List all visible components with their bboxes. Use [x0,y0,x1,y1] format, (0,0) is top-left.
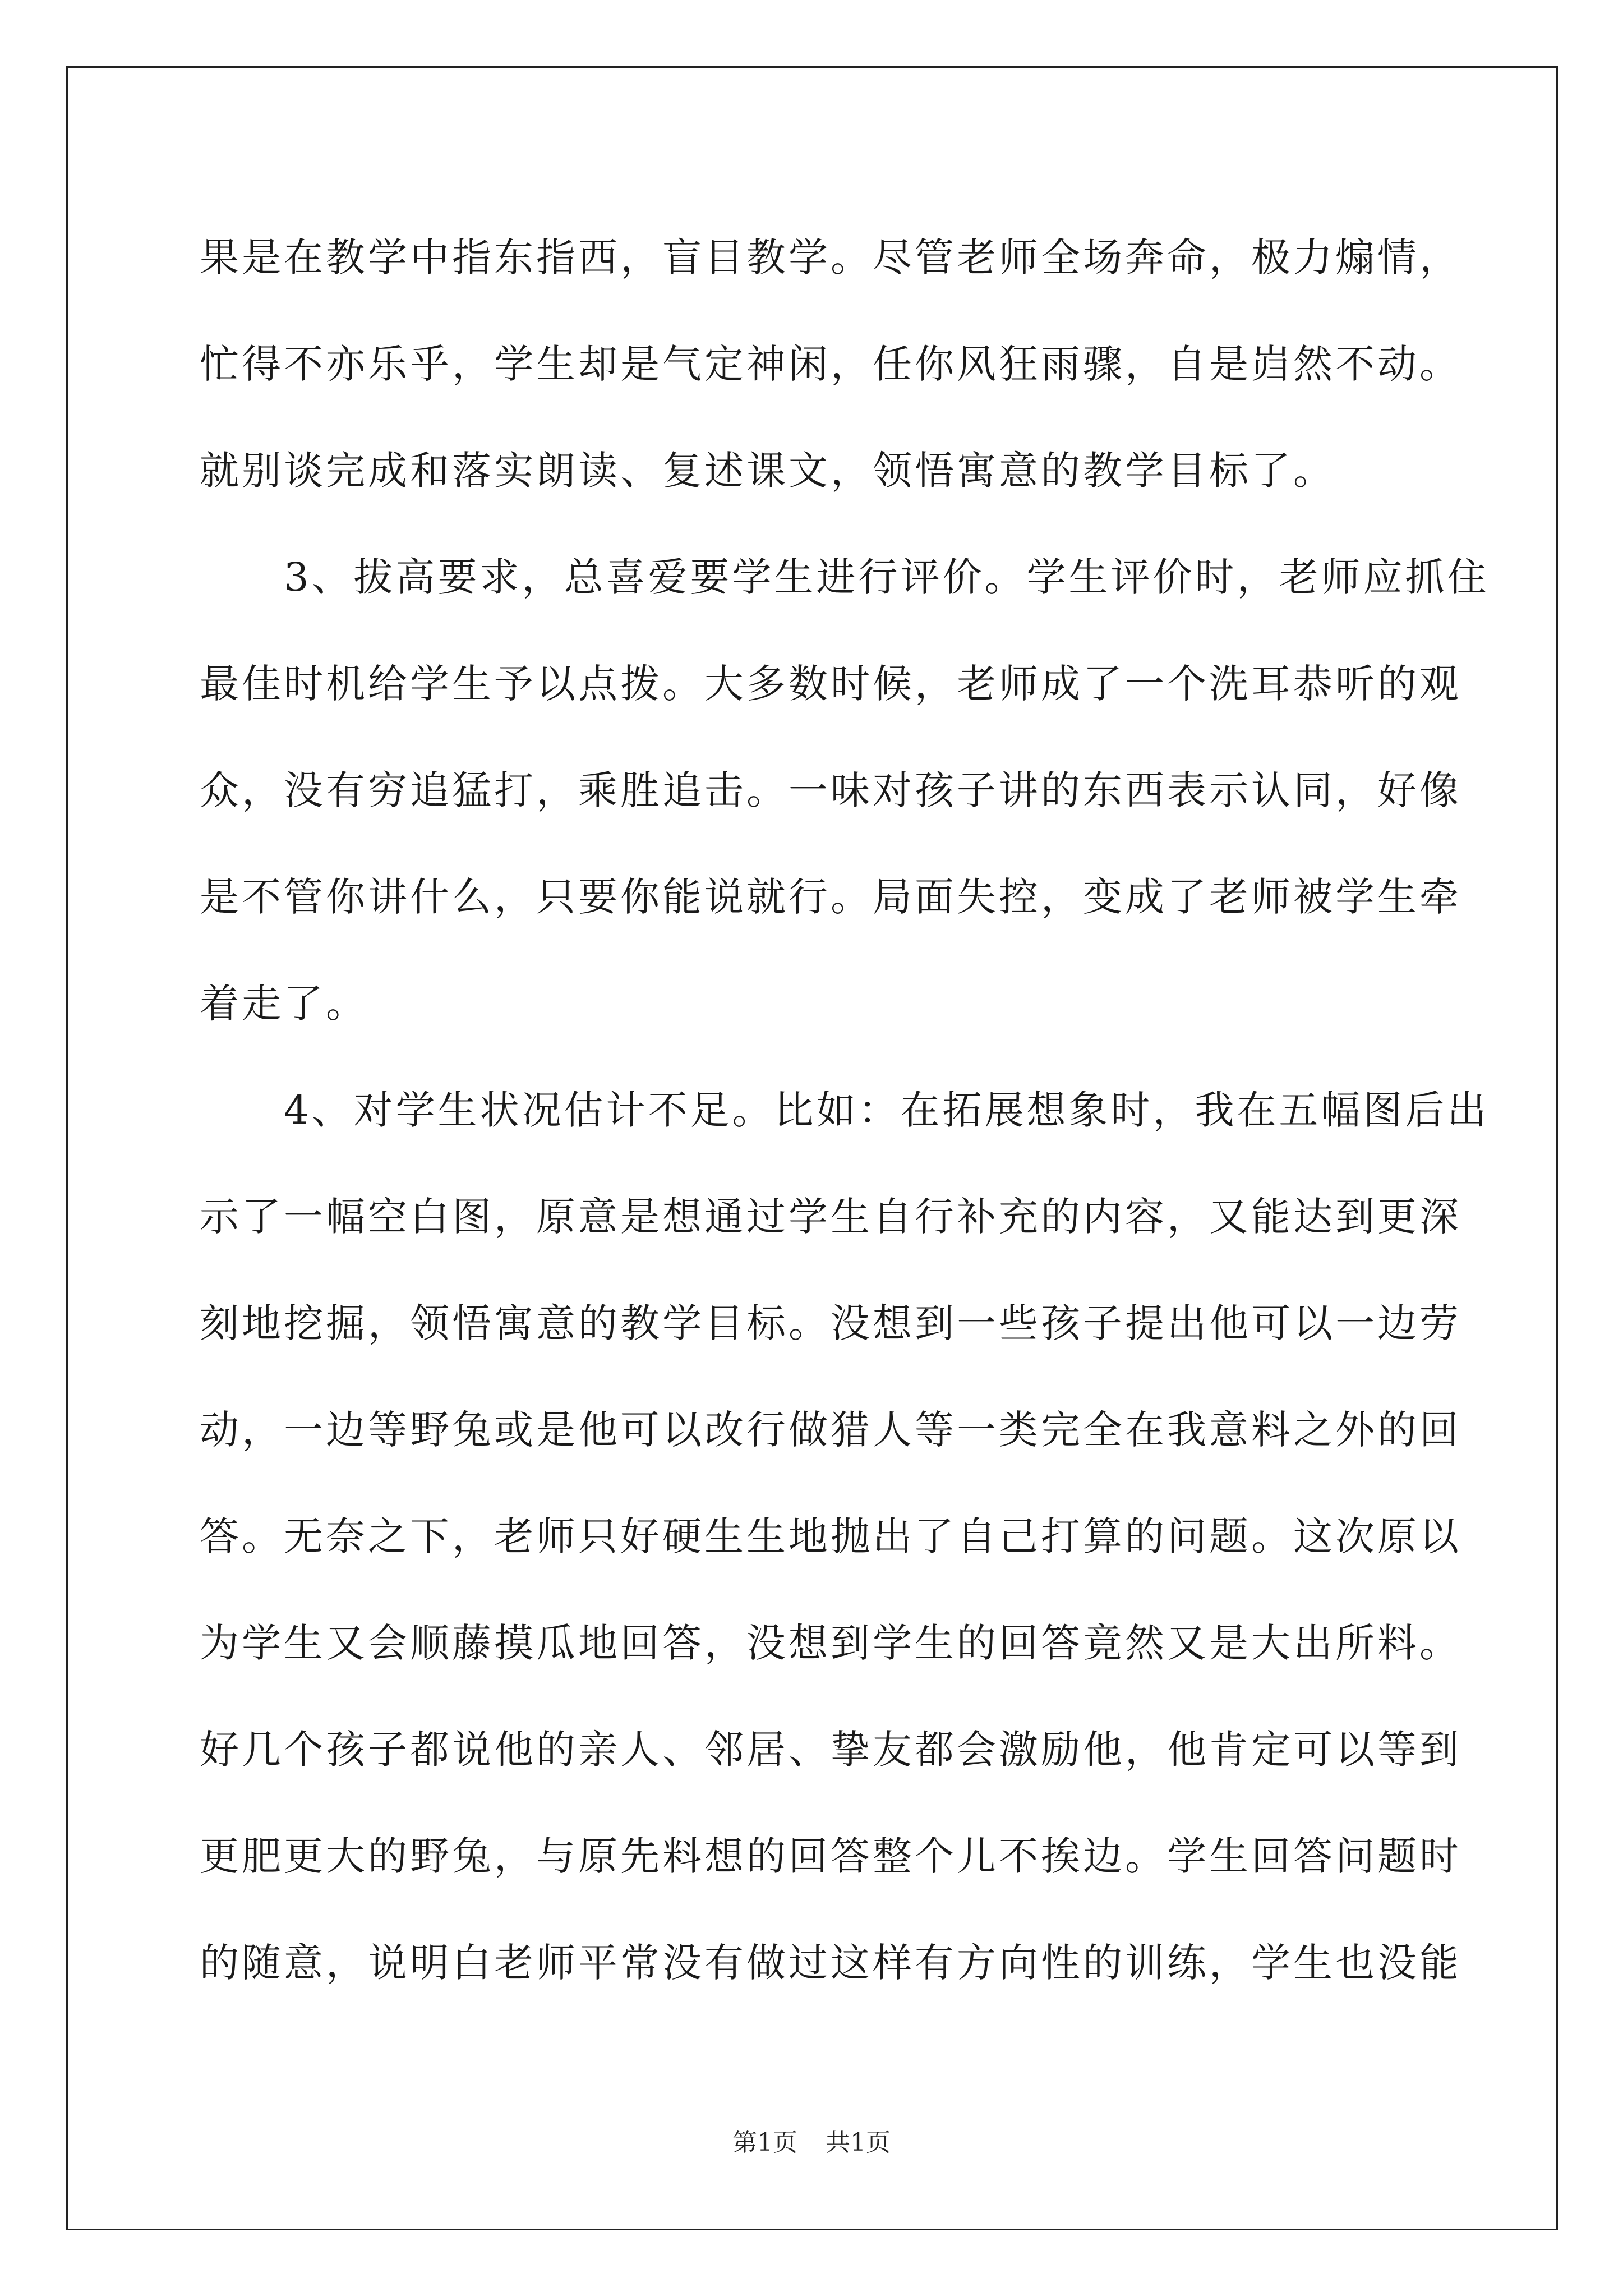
text-line: 众，没有穷追猛打，乘胜追击。一味对孩子讲的东西表示认同，好像 [200,767,1461,813]
text-line: 为学生又会顺藤摸瓜地回答，没想到学生的回答竟然又是大出所料。 [200,1620,1461,1666]
text-line: 最佳时机给学生予以点拨。大多数时候，老师成了一个洗耳恭听的观 [200,661,1461,707]
text-line: 的随意，说明白老师平常没有做过这样有方向性的训练，学生也没能 [200,1940,1461,1986]
text-line: 动，一边等野兔或是他可以改行做猎人等一类完全在我意料之外的回 [200,1407,1461,1453]
text-line: 刻地挖掘，领悟寓意的教学目标。没想到一些孩子提出他可以一边劳 [200,1300,1461,1346]
text-line: 忙得不亦乐乎，学生却是气定神闲，任你风狂雨骤，自是岿然不动。 [200,341,1461,387]
text-line: 示了一幅空白图，原意是想通过学生自行补充的内容，又能达到更深 [200,1194,1461,1240]
page-number: 第1页 [732,2128,797,2157]
text-line: 着走了。 [200,981,368,1027]
text-line: 4、对学生状况估计不足。比如：在拓展想象时，我在五幅图后出 [200,1087,1490,1133]
document-body [200,204,1490,2016]
text-line: 更肥更大的野兔，与原先料想的回答整个儿不挨边。学生回答问题时 [200,1833,1461,1879]
page-total: 共1页 [826,2128,891,2157]
text-line: 是不管你讲什么，只要你能说就行。局面失控，变成了老师被学生牵 [200,874,1461,920]
text-line: 好几个孩子都说他的亲人、邻居、挚友都会激励他，他肯定可以等到 [200,1727,1461,1773]
page-footer [0,2126,1623,2160]
text-line: 就别谈完成和落实朗读、复述课文，领悟寓意的教学目标了。 [200,448,1335,494]
text-line: 3、拔高要求，总喜爱要学生进行评价。学生评价时，老师应抓住 [200,554,1490,600]
text-line: 答。无奈之下，老师只好硬生生地抛出了自己打算的问题。这次原以 [200,1513,1461,1559]
text-line: 果是在教学中指东指西，盲目教学。尽管老师全场奔命，极力煽情， [200,234,1461,280]
